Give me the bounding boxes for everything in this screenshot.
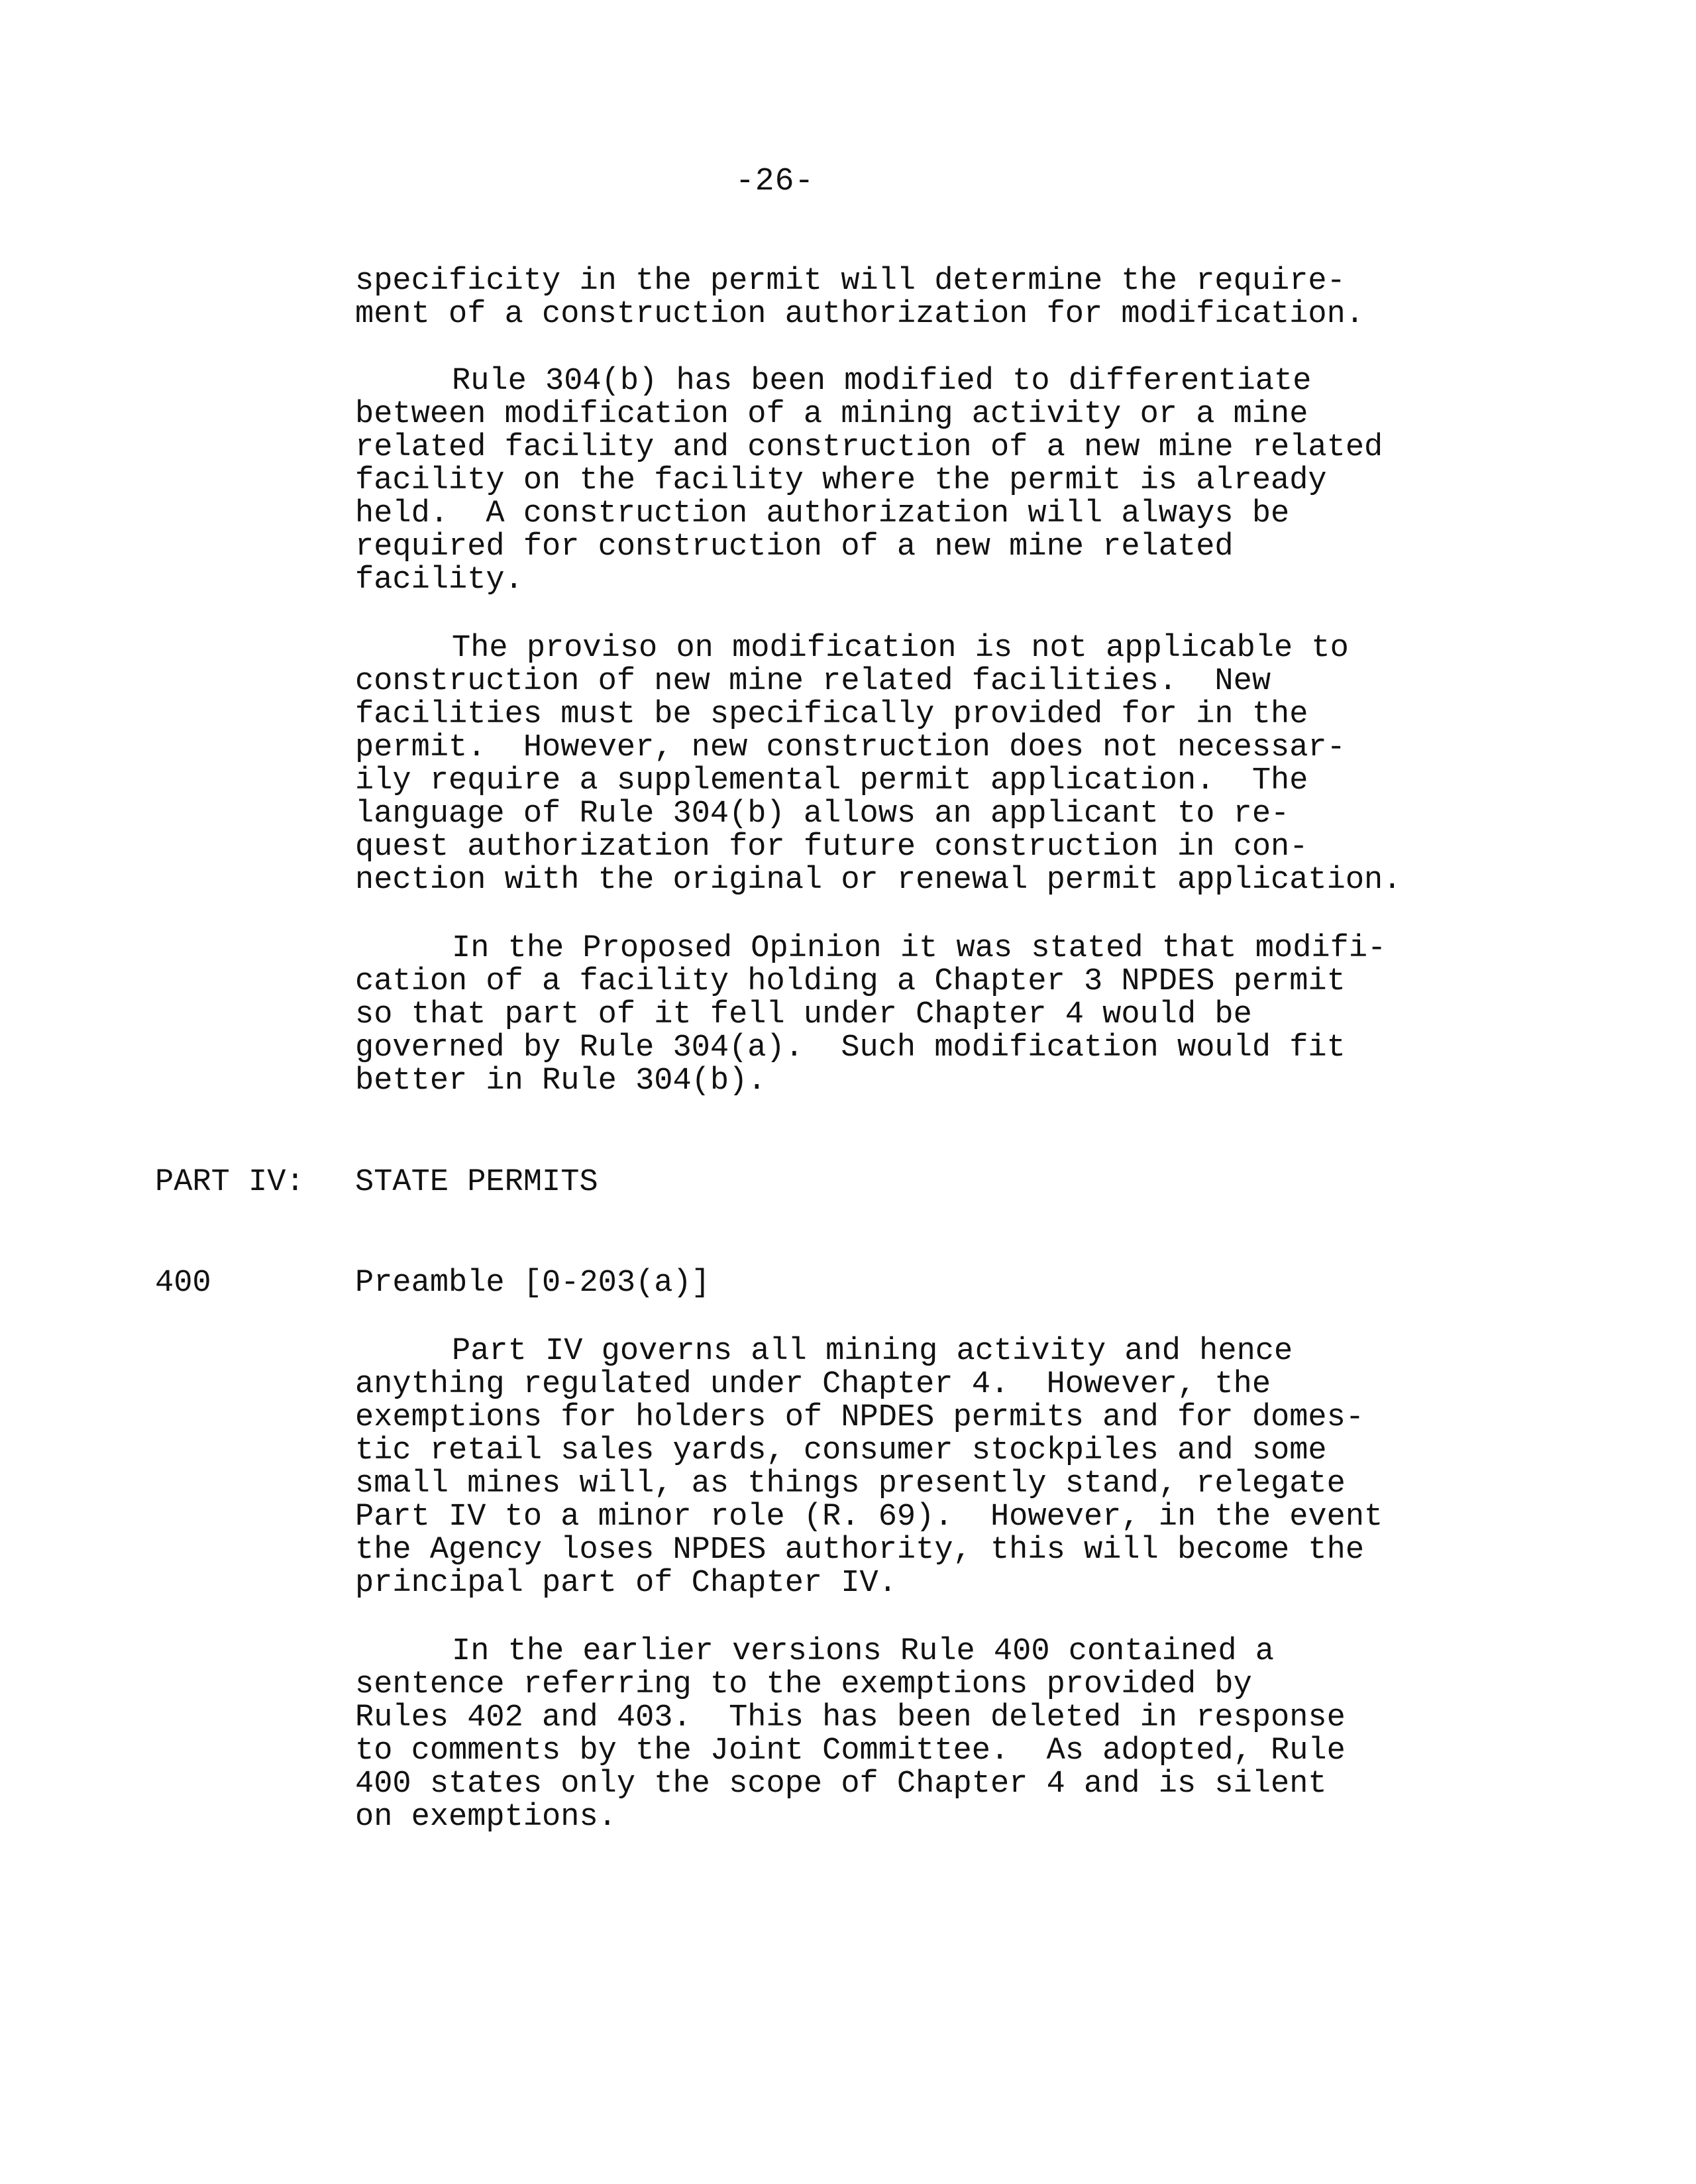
- text-line: Part IV to a minor role (R. 69). However, in the event: [355, 1500, 1383, 1535]
- text-line: Rule 304(b) has been modified to differentiate: [452, 364, 1312, 399]
- text-line: better in Rule 304(b).: [355, 1064, 767, 1099]
- text-line: 400 states only the scope of Chapter 4 and is silent: [355, 1767, 1327, 1802]
- text-line: facility.: [355, 563, 523, 598]
- part-label: PART IV:: [155, 1165, 305, 1200]
- section-number: 400: [155, 1266, 211, 1301]
- text-line: The proviso on modification is not applicable to: [452, 631, 1349, 666]
- text-line: Rules 402 and 403. This has been deleted in response: [355, 1700, 1346, 1735]
- page-number: -26-: [735, 164, 815, 199]
- text-line: permit. However, new construction does not necessar-: [355, 730, 1346, 765]
- text-line: ment of a construction authorization for modification.: [355, 297, 1365, 332]
- text-line: ily require a supplemental permit application. The: [355, 763, 1308, 798]
- part-title: STATE PERMITS: [355, 1165, 598, 1200]
- text-line: sentence referring to the exemptions provided by: [355, 1667, 1252, 1702]
- text-line: anything regulated under Chapter 4. However, the: [355, 1367, 1271, 1402]
- text-line: nection with the original or renewal permit application.: [355, 863, 1402, 898]
- paragraph-5: [355, 1335, 1481, 1600]
- paragraph-3: [355, 632, 1481, 897]
- text-line: Part IV governs all mining activity and hence: [452, 1334, 1293, 1369]
- text-line: tic retail sales yards, consumer stockpiles and some: [355, 1433, 1327, 1468]
- paragraph-2: [355, 365, 1481, 597]
- text-line: on exemptions.: [355, 1800, 617, 1835]
- paragraph-1: [355, 265, 1481, 331]
- paragraph-4: [355, 932, 1481, 1098]
- text-line: between modification of a mining activity or a mine: [355, 397, 1308, 432]
- paragraph-6: [355, 1635, 1481, 1834]
- text-line: so that part of it fell under Chapter 4 would be: [355, 997, 1252, 1032]
- text-line: exemptions for holders of NPDES permits and for domes-: [355, 1400, 1365, 1435]
- text-line: quest authorization for future construction in con-: [355, 830, 1308, 865]
- text-line: language of Rule 304(b) allows an applicant to re-: [355, 796, 1290, 832]
- text-line: specificity in the permit will determine the require-: [355, 264, 1346, 299]
- text-line: required for construction of a new mine related: [355, 529, 1234, 565]
- text-line: cation of a facility holding a Chapter 3 NPDES permit: [355, 964, 1346, 999]
- text-line: the Agency loses NPDES authority, this will become the: [355, 1533, 1365, 1568]
- text-line: to comments by the Joint Committee. As adopted, Rule: [355, 1733, 1346, 1769]
- text-line: facilities must be specifically provided for in the: [355, 697, 1308, 732]
- text-line: construction of new mine related facilities. New: [355, 664, 1271, 699]
- text-line: related facility and construction of a new mine related: [355, 430, 1383, 465]
- text-line: principal part of Chapter IV.: [355, 1566, 897, 1601]
- text-line: facility on the facility where the permit is already: [355, 463, 1327, 498]
- text-line: In the Proposed Opinion it was stated that modifi-: [452, 931, 1387, 966]
- text-line: In the earlier versions Rule 400 contained a: [452, 1634, 1275, 1669]
- text-line: governed by Rule 304(a). Such modification would fit: [355, 1030, 1346, 1065]
- text-line: small mines will, as things presently stand, relegate: [355, 1466, 1346, 1502]
- text-line: held. A construction authorization will always be: [355, 496, 1290, 531]
- section-title: Preamble [0-203(a)]: [355, 1266, 710, 1301]
